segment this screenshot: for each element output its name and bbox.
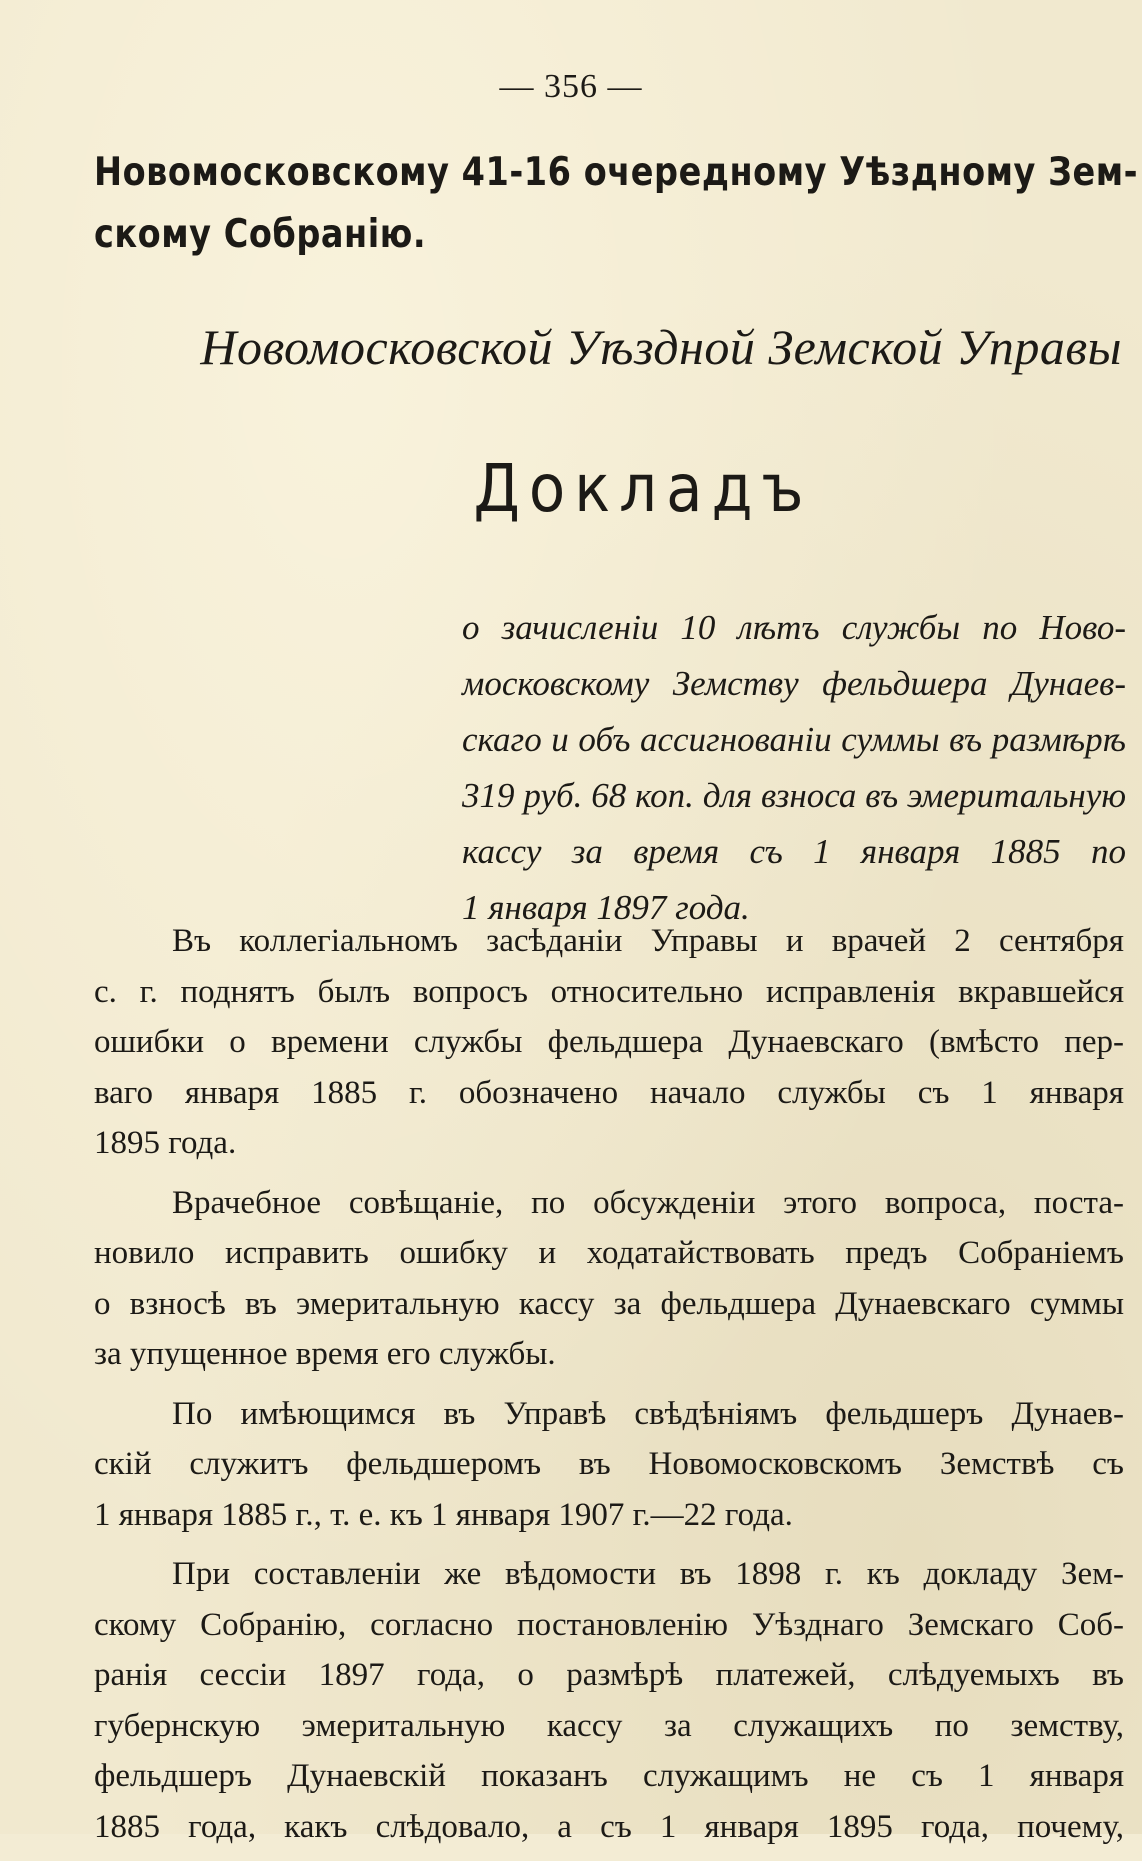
document-body (94, 916, 1124, 1861)
body-line: По имѣющимся въ Управѣ свѣдѣніямъ фельдшеръ Дунаев- (172, 1395, 1124, 1432)
body-paragraph (94, 1549, 1124, 1852)
summary-line: кассу за время съ 1 января 1885 по (462, 832, 1126, 871)
body-line: ошибки о времени службы фельдшера Дунаевскаго (вмѣсто пер- (94, 1024, 1124, 1060)
body-line: новило исправить ошибку и ходатайствовать предъ Собраніемъ (94, 1235, 1124, 1271)
body-line: ваго января 1885 г. обозначено начало службы съ 1 января (94, 1074, 1124, 1111)
body-line: При составленіи же вѣдомости въ 1898 г. къ докладу Зем- (172, 1556, 1124, 1592)
heading-line: скому Собранію. (94, 212, 427, 257)
body-paragraph (94, 1178, 1124, 1380)
body-line: ранія сессіи 1897 года, о размѣрѣ платежей, слѣдуемыхъ въ (94, 1657, 1124, 1693)
summary-line: 1 января 1897 года. (462, 888, 750, 927)
body-line: 1895 года. (94, 1125, 237, 1161)
body-line: скій служитъ фельдшеромъ въ Новомосковскомъ Земствѣ съ (94, 1446, 1124, 1482)
body-line: фельдшеръ Дунаевскій показанъ служащимъ не съ 1 января (94, 1758, 1124, 1794)
body-line: о взносѣ въ эмеритальную кассу за фельдшера Дунаевскаго суммы (94, 1285, 1124, 1322)
body-line: Врачебное совѣщаніе, по обсужденіи этого вопроса, поста- (172, 1184, 1124, 1221)
body-line: за упущенное время его службы. (94, 1336, 556, 1372)
body-line: с. г. поднятъ былъ вопросъ относительно исправленія вкравшейся (94, 973, 1124, 1010)
issuer-subheading: Новомосковской Уѣздной Земской Управы (200, 319, 1122, 375)
report-summary (462, 600, 1126, 936)
summary-line: о зачисленіи 10 лѣтъ службы по Ново- (462, 608, 1126, 647)
document-title: Докладъ (473, 450, 813, 527)
body-line: 1 января 1885 г., т. е. къ 1 января 1907 г.—22 года. (94, 1496, 793, 1533)
body-line: скому Собранію, согласно постановленію Уѣзднаго Земскаго Соб- (94, 1606, 1124, 1643)
summary-line: скаго и объ ассигнованіи суммы въ размѣрѣ (462, 720, 1126, 759)
body-line: губернскую эмеритальную кассу за служащихъ по земству, (94, 1707, 1124, 1744)
body-paragraph (94, 1389, 1124, 1541)
heading-line: Новомосковскому 41-16 очередному Уѣздному Зем- (94, 150, 1139, 195)
body-line: Въ коллегіальномъ засѣданіи Управы и врачей 2 сентября (172, 923, 1124, 959)
summary-line: московскому Земству фельдшера Дунаев- (462, 664, 1126, 703)
document-heading (94, 142, 1139, 266)
body-paragraph (94, 916, 1124, 1169)
body-line: 1885 года, какъ слѣдовало, а съ 1 января 1895 года, почему, (94, 1808, 1124, 1845)
page-number: — 356 — (499, 68, 643, 105)
summary-line: 319 руб. 68 коп. для взноса въ эмеритальную (462, 776, 1126, 815)
